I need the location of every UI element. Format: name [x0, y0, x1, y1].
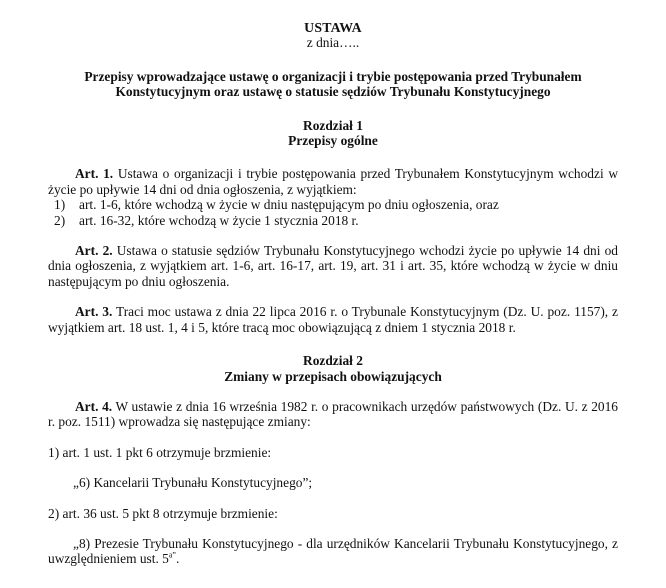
point-text: art. 1-6, które wchodzą w życie w dniu następującym po dniu ogłoszenia, oraz	[79, 197, 499, 213]
amendment-2-quote-text: „8) Prezesie Trybunału Konstytucyjnego - dla urzędników Kancelarii Trybunału Konstytucyjnego, z uwzględnieniem ust. 5	[48, 535, 618, 567]
document-title: USTAWA	[304, 20, 362, 35]
amendment-2-superscript: a”	[168, 550, 176, 560]
chapter-2-name: Zmiany w przepisach obowiązujących	[224, 368, 442, 384]
article-2-text: Ustawa o statusie sędziów Trybunału Konstytucyjnego wchodzi życie po upływie 14 dni od dnia ogłoszenia, z wyjątkiem art. 1-6, art. 16-17, art. 19, art. 31 i art. 35, które wchodzą w życie w dniu następującym po dniu ogłoszenia.	[48, 243, 618, 289]
point-number: 2)	[54, 212, 66, 228]
article-4-label: Art. 4.	[75, 398, 113, 414]
chapter-2-label: Rozdział 2	[303, 353, 363, 369]
article-3-text: Traci moc ustawa z dnia 22 lipca 2016 r. o Trybunale Konstytucyjnym (Dz. U. poz. 1157), z wyjątkiem art. 18 ust. 1, 4 i 5, które tracą moc obowiązującą z dniem 1 stycznia 2018 r.	[48, 304, 618, 335]
amendment-1-quote: „6) Kancelarii Trybunału Konstytucyjnego”;	[73, 475, 313, 491]
article-4-text: W ustawie z dnia 16 września 1982 r. o pracownikach urzędów państwowych (Dz. U. z 2016 r. poz. 1511) wprowadza się następujące zmiany:	[48, 398, 618, 430]
article-1-point	[48, 213, 618, 228]
article-3	[48, 304, 618, 335]
article-1-text: Ustawa o organizacji i trybie postępowania przed Trybunałem Konstytucyjnym wchodzi w życie po upływie 14 dni od dnia ogłoszenia, z wyjątkiem:	[48, 166, 619, 197]
amendment-2-quote	[48, 536, 618, 567]
article-2	[48, 243, 618, 289]
document-subject-line-1: Przepisy wprowadzające ustawę o organizacji i trybie postępowania przed Trybunałem	[84, 68, 582, 84]
document-subject-line-2: Konstytucyjnym oraz ustawę o statusie sędziów Trybunału Konstytucyjnego	[115, 84, 551, 100]
article-1-point	[48, 197, 618, 212]
document-date: z dnia…..	[306, 35, 360, 51]
amendment-2-intro: 2) art. 36 ust. 5 pkt 8 otrzymuje brzmienie:	[48, 505, 278, 521]
article-2-label: Art. 2.	[75, 243, 113, 259]
chapter-1-name: Przepisy ogólne	[288, 133, 378, 149]
amendment-1-intro: 1) art. 1 ust. 1 pkt 6 otrzymuje brzmienie:	[48, 444, 272, 460]
article-1	[48, 166, 618, 197]
article-4	[48, 399, 618, 430]
article-1-label: Art. 1.	[75, 166, 114, 182]
article-3-label: Art. 3.	[75, 304, 113, 320]
amendment-2-quote-end: .	[175, 551, 180, 567]
article-1-points	[48, 197, 618, 228]
chapter-1-label: Rozdział 1	[303, 117, 363, 133]
point-text: art. 16-32, które wchodzą w życie 1 stycznia 2018 r.	[79, 212, 359, 228]
point-number: 1)	[54, 197, 66, 213]
